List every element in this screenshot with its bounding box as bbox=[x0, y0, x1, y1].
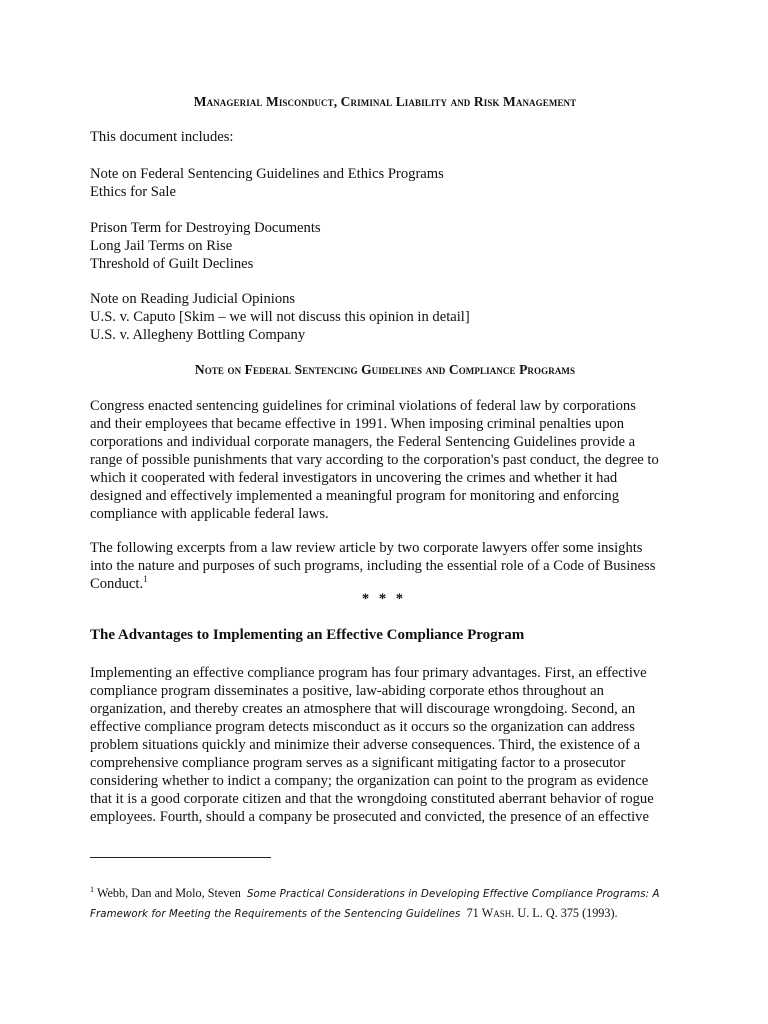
paragraph-line: designed and effectively implemented a meaningful program for monitoring and enforcing bbox=[90, 488, 619, 504]
paragraph-line: problem situations quickly and minimize their adverse consequences. Third, the existence of a bbox=[90, 737, 641, 753]
contents-item: Long Jail Terms on Rise bbox=[90, 238, 233, 254]
paragraph-line: which it cooperated with federal investigators in uncovering the crimes and whether it had bbox=[90, 470, 618, 486]
paragraph-advantages bbox=[90, 664, 690, 826]
footnote-marker: 1 bbox=[90, 884, 94, 894]
contents-item: Note on Reading Judicial Opinions bbox=[90, 291, 296, 307]
section-separator: * * * bbox=[361, 591, 407, 607]
footnote-reference[interactable]: 1 bbox=[143, 574, 148, 585]
section-title: Note on Federal Sentencing Guidelines and Compliance Programs bbox=[194, 362, 576, 377]
paragraph-line: compliance program disseminates a positive, law-abiding corporate ethos throughout an bbox=[90, 683, 604, 699]
paragraph-line: that it is a good corporate citizen and that the wrongdoing constituted aberrant behavior of rogue bbox=[90, 791, 654, 807]
footnote bbox=[90, 884, 710, 924]
paragraph-line: The following excerpts from a law review article by two corporate lawyers offer some insights bbox=[90, 540, 643, 556]
paragraph-line: compliance with applicable federal laws. bbox=[90, 506, 329, 522]
paragraph-line: comprehensive compliance program serves as a significant mitigating factor to a prosecutor bbox=[90, 755, 626, 771]
footnote-volume: 71 bbox=[466, 906, 479, 920]
paragraph-line: Implementing an effective compliance program has four primary advantages. First, an effective bbox=[90, 665, 647, 681]
footnote-line bbox=[90, 884, 710, 904]
paragraph-line: range of possible punishments that vary according to the corporation's past conduct, the degree to bbox=[90, 452, 659, 468]
subheading: The Advantages to Implementing an Effective Compliance Program bbox=[90, 627, 525, 643]
footnote-authors: Webb, Dan and Molo, Steven bbox=[97, 886, 241, 900]
paragraph-line: effective compliance program detects misconduct as it occurs so the organization can address bbox=[90, 719, 635, 735]
contents-item: Threshold of Guilt Declines bbox=[90, 256, 254, 272]
contents-item: Ethics for Sale bbox=[90, 184, 176, 200]
paragraph-line: and their employees that became effective in 1991. When imposing criminal penalties upon bbox=[90, 416, 624, 432]
paragraph-line: corporations and individual corporate managers, the Federal Sentencing Guidelines provide a bbox=[90, 434, 636, 450]
paragraph-line: into the nature and purposes of such programs, including the essential role of a Code of Business bbox=[90, 558, 656, 574]
paragraph-line: organization, and thereby creates an atmosphere that will discourage wrongdoing. Second, an bbox=[90, 701, 636, 717]
contents-item: U.S. v. Caputo [Skim – we will not discuss this opinion in detail] bbox=[90, 309, 470, 325]
footnote-divider bbox=[90, 857, 271, 858]
paragraph-excerpts bbox=[90, 539, 690, 593]
footnote-article-title-cont: Framework for Meeting the Requirements of the Sentencing Guidelines bbox=[90, 909, 461, 920]
contents-item: Note on Federal Sentencing Guidelines and Ethics Programs bbox=[90, 166, 444, 182]
paragraph-text: Conduct. bbox=[90, 576, 144, 592]
paragraph-line: employees. Fourth, should a company be prosecuted and convicted, the presence of an effective bbox=[90, 809, 649, 825]
document-title: Managerial Misconduct, Criminal Liability and Risk Management bbox=[193, 94, 577, 109]
contents-item: Prison Term for Destroying Documents bbox=[90, 220, 321, 236]
footnote-citation: 375 (1993). bbox=[560, 906, 618, 920]
footnote-journal: Wash. U. L. Q. bbox=[481, 906, 558, 920]
footnote-line bbox=[90, 904, 710, 924]
paragraph-line: considering whether to indict a company; the organization can point to the program as evidence bbox=[90, 773, 649, 789]
contents-item: U.S. v. Allegheny Bottling Company bbox=[90, 327, 306, 343]
paragraph-intro bbox=[90, 397, 690, 523]
footnote-article-title: Some Practical Considerations in Developing Effective Compliance Programs: A bbox=[246, 889, 660, 900]
contents-intro: This document includes: bbox=[90, 129, 234, 145]
paragraph-line: Congress enacted sentencing guidelines for criminal violations of federal law by corporations bbox=[90, 398, 636, 414]
